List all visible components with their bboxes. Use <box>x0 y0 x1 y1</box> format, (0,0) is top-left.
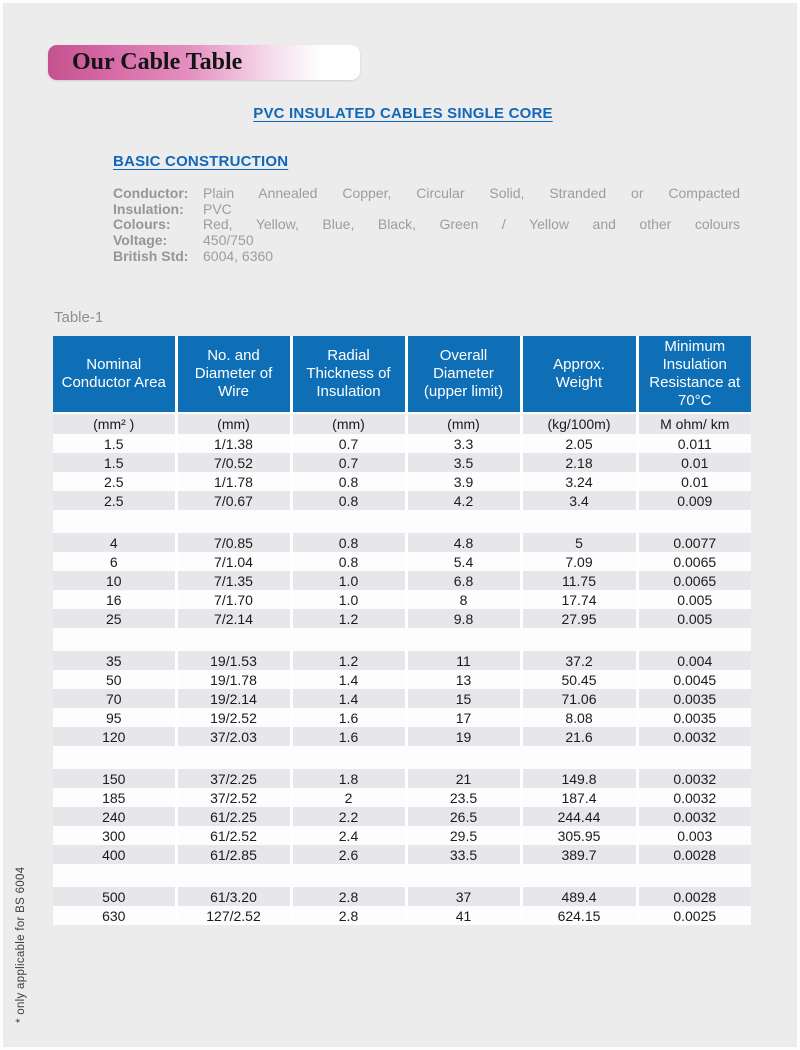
basic-construction-heading[interactable]: BASIC CONSTRUCTION <box>113 153 289 170</box>
data-cell: 41 <box>406 906 521 925</box>
construction-value: Plain Annealed Copper, Circular Solid, Stranded or Compacted <box>203 185 740 201</box>
data-cell: 300 <box>53 826 176 845</box>
unit-cell: (mm) <box>176 413 291 434</box>
data-cell: 244.44 <box>521 807 637 826</box>
data-cell: 8 <box>406 590 521 609</box>
data-cell: 7/0.85 <box>176 533 291 552</box>
data-cell: 2.8 <box>291 906 406 925</box>
data-cell: 489.4 <box>521 887 637 906</box>
data-cell: 1.4 <box>291 670 406 689</box>
data-cell: 630 <box>53 906 176 925</box>
construction-label: Insulation: <box>113 200 184 217</box>
footnote-vertical: * only applicable for BS 6004 <box>15 866 27 1023</box>
data-cell: 3.5 <box>406 453 521 472</box>
data-cell: 16 <box>53 590 176 609</box>
column-header: Overall Diameter (upper limit) <box>406 336 521 413</box>
data-cell: 61/2.52 <box>176 826 291 845</box>
data-cell: 61/2.25 <box>176 807 291 826</box>
construction-details <box>113 186 740 265</box>
construction-row <box>113 186 740 202</box>
data-cell: 15 <box>406 689 521 708</box>
data-cell: 11.75 <box>521 571 637 590</box>
construction-row <box>113 233 740 249</box>
data-cell: 3.3 <box>406 434 521 453</box>
data-cell: 25 <box>53 609 176 628</box>
data-cell: 0.011 <box>637 434 751 453</box>
table-row <box>53 708 751 727</box>
table-row <box>53 906 751 925</box>
data-cell: 7/1.70 <box>176 590 291 609</box>
table-row <box>53 552 751 571</box>
data-cell: 37 <box>406 887 521 906</box>
unit-cell: (mm) <box>291 413 406 434</box>
data-cell: 185 <box>53 788 176 807</box>
data-cell: 3.4 <box>521 491 637 510</box>
data-cell: 0.7 <box>291 453 406 472</box>
table-row <box>53 434 751 453</box>
table-row <box>53 845 751 864</box>
data-cell: 37/2.25 <box>176 769 291 788</box>
table-row <box>53 727 751 746</box>
data-cell: 2.5 <box>53 491 176 510</box>
data-cell: 1.2 <box>291 651 406 670</box>
data-cell: 3.9 <box>406 472 521 491</box>
table-row <box>53 590 751 609</box>
unit-cell: (mm) <box>406 413 521 434</box>
data-cell: 1.8 <box>291 769 406 788</box>
table-row <box>53 826 751 845</box>
data-cell: 6.8 <box>406 571 521 590</box>
data-cell: 61/3.20 <box>176 887 291 906</box>
data-cell: 4.2 <box>406 491 521 510</box>
table-row <box>53 651 751 670</box>
data-cell: 389.7 <box>521 845 637 864</box>
data-cell: 71.06 <box>521 689 637 708</box>
construction-label: Voltage: <box>113 232 168 249</box>
data-cell: 0.0035 <box>637 708 751 727</box>
table-row <box>53 533 751 552</box>
data-cell: 7/0.67 <box>176 491 291 510</box>
construction-value: 6004, 6360 <box>203 247 274 264</box>
construction-row <box>113 217 740 233</box>
data-cell: 0.004 <box>637 651 751 670</box>
data-cell: 2.4 <box>291 826 406 845</box>
spacer-cell <box>53 746 751 769</box>
column-header: Minimum Insulation Resistance at 70°C <box>637 336 751 413</box>
data-cell: 0.0028 <box>637 845 751 864</box>
data-cell: 7/0.52 <box>176 453 291 472</box>
data-cell: 37/2.03 <box>176 727 291 746</box>
construction-value: PVC <box>203 200 232 217</box>
data-cell: 37.2 <box>521 651 637 670</box>
data-cell: 27.95 <box>521 609 637 628</box>
data-cell: 1.4 <box>291 689 406 708</box>
data-cell: 1/1.78 <box>176 472 291 491</box>
data-cell: 21 <box>406 769 521 788</box>
data-cell: 7/1.35 <box>176 571 291 590</box>
data-cell: 0.0035 <box>637 689 751 708</box>
unit-cell: (mm² ) <box>53 413 176 434</box>
data-cell: 5.4 <box>406 552 521 571</box>
data-cell: 1.5 <box>53 434 176 453</box>
data-cell: 19 <box>406 727 521 746</box>
main-title-link[interactable]: PVC INSULATED CABLES SINGLE CORE <box>253 105 553 122</box>
data-cell: 19/1.53 <box>176 651 291 670</box>
data-cell: 95 <box>53 708 176 727</box>
data-cell: 19/1.78 <box>176 670 291 689</box>
data-cell: 7/1.04 <box>176 552 291 571</box>
data-cell: 0.005 <box>637 590 751 609</box>
data-cell: 1.6 <box>291 727 406 746</box>
data-cell: 1.5 <box>53 453 176 472</box>
data-cell: 2.6 <box>291 845 406 864</box>
construction-value: Red, Yellow, Blue, Black, Green / Yellow and other colours <box>203 216 740 233</box>
data-cell: 0.0032 <box>637 769 751 788</box>
construction-label: Conductor: <box>113 185 189 201</box>
table-row <box>53 571 751 590</box>
data-cell: 1.0 <box>291 590 406 609</box>
data-cell: 37/2.52 <box>176 788 291 807</box>
data-cell: 0.0032 <box>637 807 751 826</box>
data-cell: 127/2.52 <box>176 906 291 925</box>
column-header: Approx. Weight <box>521 336 637 413</box>
data-cell: 10 <box>53 571 176 590</box>
data-cell: 2.05 <box>521 434 637 453</box>
data-cell: 2 <box>291 788 406 807</box>
table-header-row <box>53 336 751 413</box>
data-cell: 0.8 <box>291 552 406 571</box>
table-label: Table-1 <box>54 309 104 326</box>
construction-row <box>113 202 740 218</box>
data-cell: 50.45 <box>521 670 637 689</box>
data-cell: 1.6 <box>291 708 406 727</box>
data-cell: 29.5 <box>406 826 521 845</box>
data-cell: 1.2 <box>291 609 406 628</box>
data-cell: 0.0065 <box>637 552 751 571</box>
data-cell: 400 <box>53 845 176 864</box>
data-cell: 11 <box>406 651 521 670</box>
data-cell: 0.0032 <box>637 727 751 746</box>
data-cell: 17 <box>406 708 521 727</box>
data-cell: 2.18 <box>521 453 637 472</box>
data-cell: 0.0045 <box>637 670 751 689</box>
table-row <box>53 689 751 708</box>
data-cell: 240 <box>53 807 176 826</box>
data-cell: 0.005 <box>637 609 751 628</box>
table-row <box>53 887 751 906</box>
data-cell: 0.0077 <box>637 533 751 552</box>
data-cell: 0.7 <box>291 434 406 453</box>
data-cell: 2.5 <box>53 472 176 491</box>
data-cell: 17.74 <box>521 590 637 609</box>
data-cell: 2.8 <box>291 887 406 906</box>
data-cell: 21.6 <box>521 727 637 746</box>
column-header: Nominal Conductor Area <box>53 336 176 413</box>
data-cell: 149.8 <box>521 769 637 788</box>
table-row <box>53 413 751 434</box>
table-row <box>53 491 751 510</box>
data-cell: 4 <box>53 533 176 552</box>
table-spacer-row <box>53 864 751 887</box>
data-cell: 19/2.14 <box>176 689 291 708</box>
cable-table <box>53 336 751 925</box>
data-cell: 120 <box>53 727 176 746</box>
table-row <box>53 769 751 788</box>
spacer-cell <box>53 628 751 651</box>
data-cell: 187.4 <box>521 788 637 807</box>
banner <box>48 45 360 80</box>
table-spacer-row <box>53 628 751 651</box>
table-row <box>53 609 751 628</box>
data-cell: 35 <box>53 651 176 670</box>
data-cell: 13 <box>406 670 521 689</box>
data-cell: 0.0028 <box>637 887 751 906</box>
table-row <box>53 472 751 491</box>
data-cell: 2.2 <box>291 807 406 826</box>
data-cell: 8.08 <box>521 708 637 727</box>
table-spacer-row <box>53 746 751 769</box>
column-header: No. and Diameter of Wire <box>176 336 291 413</box>
data-cell: 0.0065 <box>637 571 751 590</box>
construction-value: 450/750 <box>203 232 254 249</box>
spacer-cell <box>53 864 751 887</box>
data-cell: 0.0025 <box>637 906 751 925</box>
unit-cell: M ohm/ km <box>637 413 751 434</box>
table-row <box>53 453 751 472</box>
construction-row <box>113 249 740 265</box>
table-spacer-row <box>53 510 751 533</box>
data-cell: 0.01 <box>637 472 751 491</box>
banner-title: Our Cable Table <box>72 49 243 75</box>
table-row <box>53 670 751 689</box>
data-cell: 0.01 <box>637 453 751 472</box>
construction-label: British Std: <box>113 247 189 264</box>
data-cell: 0.8 <box>291 533 406 552</box>
spacer-cell <box>53 510 751 533</box>
data-cell: 33.5 <box>406 845 521 864</box>
data-cell: 0.8 <box>291 491 406 510</box>
table-row <box>53 807 751 826</box>
table-row <box>53 788 751 807</box>
data-cell: 624.15 <box>521 906 637 925</box>
data-cell: 500 <box>53 887 176 906</box>
data-cell: 7.09 <box>521 552 637 571</box>
data-cell: 3.24 <box>521 472 637 491</box>
data-cell: 50 <box>53 670 176 689</box>
data-cell: 0.0032 <box>637 788 751 807</box>
data-cell: 61/2.85 <box>176 845 291 864</box>
data-cell: 9.8 <box>406 609 521 628</box>
data-cell: 1.0 <box>291 571 406 590</box>
data-cell: 150 <box>53 769 176 788</box>
construction-label: Colours: <box>113 216 171 233</box>
unit-cell: (kg/100m) <box>521 413 637 434</box>
data-cell: 0.009 <box>637 491 751 510</box>
data-cell: 19/2.52 <box>176 708 291 727</box>
data-cell: 4.8 <box>406 533 521 552</box>
data-cell: 0.003 <box>637 826 751 845</box>
data-cell: 26.5 <box>406 807 521 826</box>
data-cell: 6 <box>53 552 176 571</box>
data-cell: 7/2.14 <box>176 609 291 628</box>
data-cell: 1/1.38 <box>176 434 291 453</box>
data-cell: 5 <box>521 533 637 552</box>
data-cell: 70 <box>53 689 176 708</box>
data-cell: 23.5 <box>406 788 521 807</box>
column-header: Radial Thickness of Insulation <box>291 336 406 413</box>
data-cell: 0.8 <box>291 472 406 491</box>
data-cell: 305.95 <box>521 826 637 845</box>
